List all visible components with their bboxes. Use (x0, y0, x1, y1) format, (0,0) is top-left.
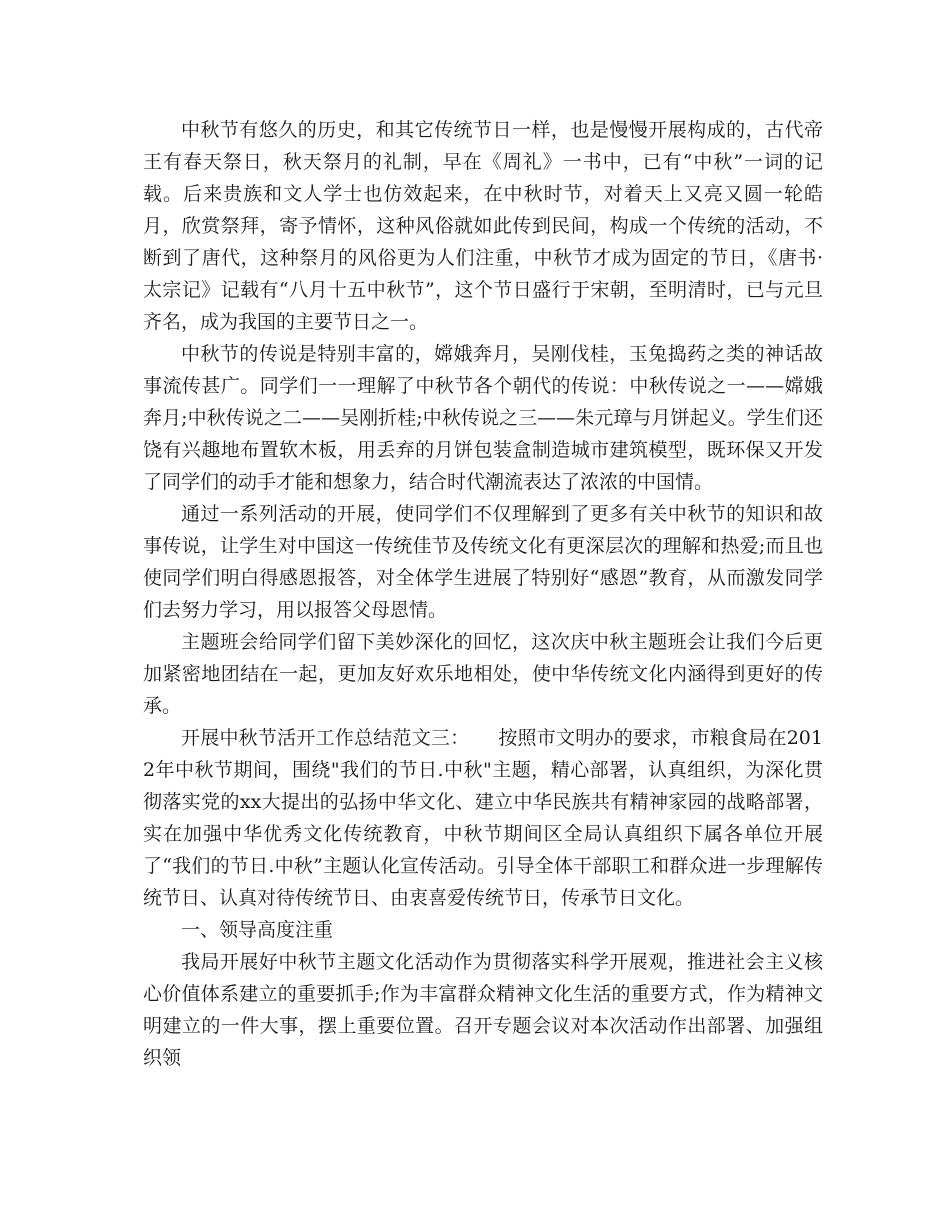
paragraph-class-meeting: 主题班会给同学们留下美妙深化的回忆，这次庆中秋主题班会让我们今后更加紧密地团结在一起，更加友好欢乐地相处，使中华传统文化内涵得到更好的传承。 (143, 631, 823, 717)
section-heading-leadership: 一、领导高度注重 (181, 919, 334, 941)
paragraph-activities: 通过一系列活动的开展，使同学们不仅理解到了更多有关中秋节的知识和故事传说，让学生对中国这一传统佳节及传统文化有更深层次的理解和热爱;而且也使同学们明白得感恩报答，对全体学生进展了特别好“感恩”教育，从而激发同学们去努力学习，用以报答父母恩情。 (143, 503, 823, 621)
paragraph-history: 中秋节有悠久的历史，和其它传统节日一样，也是慢慢开展构成的，古代帝王有春天祭日，秋天祭月的礼制，早在《周礼》一书中，已有“中秋”一词的记载。后来贵族和文人学士也仿效起来，在中秋时节，对着天上又亮又圆一轮皓月，欣赏祭拜，寄予情怀，这种风俗就如此传到民间，构成一个传统的活动，不断到了唐代，这种祭月的风俗更为人们注重，中秋节才成为固定的节日，《唐书·太宗记》记载有“八月十五中秋节”，这个节日盛行于宋朝，至明清时，已与元旦齐名，成为我国的主要节日之一。 (143, 119, 823, 333)
document-body (143, 114, 823, 1074)
paragraph-leadership: 我局开展好中秋节主题文化活动作为贯彻落实科学开展观，推进社会主义核心价值体系建立的重要抓手;作为丰富群众精神文化生活的重要方式，作为精神文明建立的一件大事，摆上重要位置。召开专题会议对本次活动作出部署、加强组织领 (143, 951, 823, 1069)
paragraph-summary-three: 开展中秋节活开工作总结范文三： 按照市文明办的要求，市粮食局在2012年中秋节期间，围绕"我们的节日.中秋"主题，精心部署，认真组织，为深化贯彻落实党的xx大提出的弘扬中华文化、建立中华民族共有精神家园的战略部署，实在加强中华优秀文化传统教育，中秋节期间区全局认真组织下属各单位开展了“我们的节日.中秋”主题认化宣传活动。引导全体干部职工和群众进一步理解传统节日、认真对待传统节日、由衷喜爱传统节日，传承节日文化。 (143, 727, 823, 909)
paragraph-legends: 中秋节的传说是特别丰富的，嫦娥奔月，吴刚伐桂，玉兔捣药之类的神话故事流传甚广。同学们一一理解了中秋节各个朝代的传说：中秋传说之一——嫦娥奔月;中秋传说之二——吴刚折桂;中秋传说之三——朱元璋与月饼起义。学生们还饶有兴趣地布置软木板，用丢弃的月饼包装盒制造城市建筑模型，既环保又开发了同学们的动手才能和想象力，结合时代潮流表达了浓浓的中国情。 (143, 343, 823, 493)
